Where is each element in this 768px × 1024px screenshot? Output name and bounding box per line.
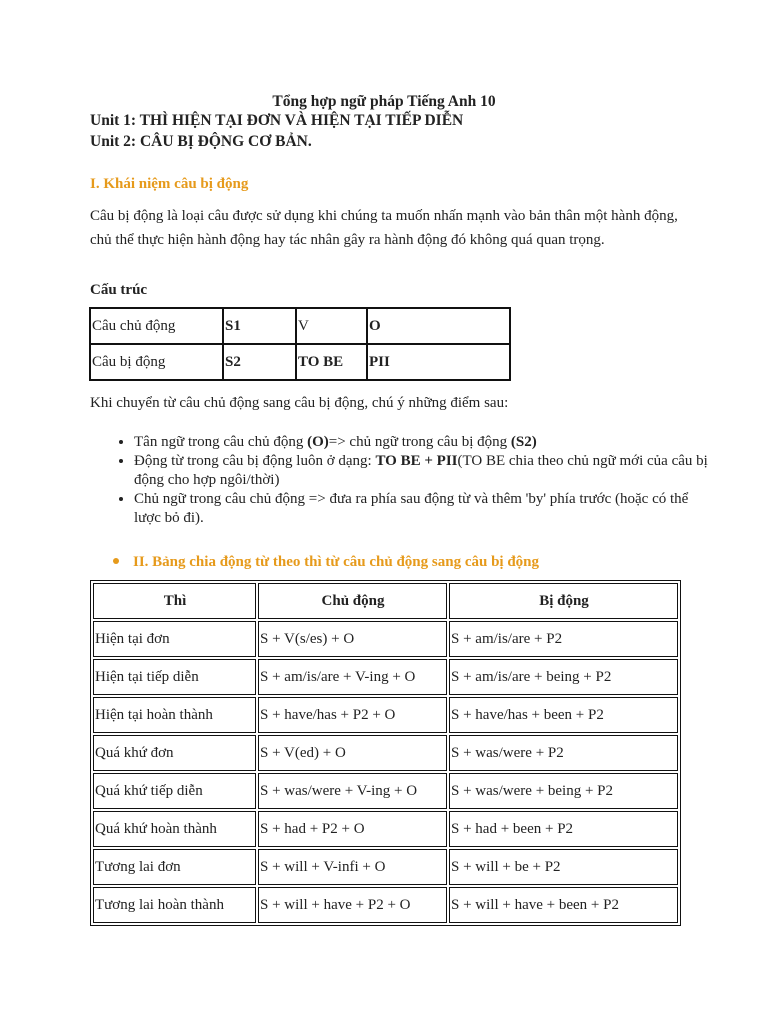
table-row <box>93 849 678 885</box>
table-cell: Câu bị động <box>90 344 223 380</box>
table-cell: Quá khứ tiếp diễn <box>93 773 256 809</box>
table-cell: S + will + be + P2 <box>449 849 678 885</box>
bullet-text: Tân ngữ trong câu chủ động <box>134 434 308 450</box>
bullet-bold: TO BE + PII <box>375 453 458 469</box>
bullet-bold: (S2) <box>510 434 537 450</box>
definition-paragraph: Câu bị động là loại câu được sử dụng khi chúng ta muốn nhấn mạnh vào bản thân một hành động, chủ thể thực hiện hành động hay tác nhân gây ra hành động đó không quá quan trọng. <box>90 208 678 248</box>
table-cell: S + have/has + been + P2 <box>449 697 678 733</box>
bullet-text: (TO BE chia theo chủ ngữ mới của câu bị động cho hợp ngôi/thời) <box>134 453 708 488</box>
bullet-text: Chủ ngữ trong câu chủ động => đưa ra phía sau động từ và thêm 'by' phía trước (hoặc có thể lược bỏ đi). <box>134 491 689 526</box>
table-cell: Hiện tại hoàn thành <box>93 697 256 733</box>
section-2-heading <box>113 554 539 571</box>
table-cell: Tương lai hoàn thành <box>93 887 256 923</box>
table-cell: S + was/were + being + P2 <box>449 773 678 809</box>
table-cell: Hiện tại đơn <box>93 621 256 657</box>
table-cell: S + had + P2 + O <box>258 811 447 847</box>
tense-conversion-table <box>90 580 681 926</box>
list-item <box>134 490 709 528</box>
structure-table <box>89 307 511 381</box>
table-row <box>90 344 510 380</box>
table-cell: S1 <box>223 308 296 344</box>
table-row <box>93 621 678 657</box>
table-cell: S + will + have + been + P2 <box>449 887 678 923</box>
table-row <box>90 308 510 344</box>
table-cell: S + am/is/are + being + P2 <box>449 659 678 695</box>
table-cell: PII <box>367 344 510 380</box>
bullet-bold: (O) <box>307 434 329 450</box>
table-cell: S + will + have + P2 + O <box>258 887 447 923</box>
table-row <box>93 811 678 847</box>
unit-2-heading: Unit 2: CÂU BỊ ĐỘNG CƠ BẢN. <box>90 133 312 150</box>
bullet-list <box>108 433 709 528</box>
table-row <box>93 697 678 733</box>
section-1-heading: I. Khái niệm câu bị động <box>90 176 249 192</box>
unit-1-heading: Unit 1: THÌ HIỆN TẠI ĐƠN VÀ HIỆN TẠI TIẾP DIỄN <box>90 112 464 129</box>
conversion-note: Khi chuyển từ câu chủ động sang câu bị động, chú ý những điểm sau: <box>90 395 509 411</box>
table-cell: Quá khứ đơn <box>93 735 256 771</box>
table-cell: S + was/were + V-ing + O <box>258 773 447 809</box>
table-cell: S + was/were + P2 <box>449 735 678 771</box>
table-row <box>93 773 678 809</box>
table-cell: Quá khứ hoàn thành <box>93 811 256 847</box>
column-header: Bị động <box>449 583 678 619</box>
bullet-text: => chủ ngữ trong câu bị động <box>328 434 511 450</box>
table-header-row <box>93 583 678 619</box>
table-cell: S2 <box>223 344 296 380</box>
table-cell: S + have/has + P2 + O <box>258 697 447 733</box>
column-header: Chủ động <box>258 583 447 619</box>
table-row <box>93 659 678 695</box>
table-cell: S + will + V-infi + O <box>258 849 447 885</box>
table-cell: Hiện tại tiếp diễn <box>93 659 256 695</box>
table-cell: S + am/is/are + V-ing + O <box>258 659 447 695</box>
bullet-text: Động từ trong câu bị động luôn ở dạng: <box>134 453 376 469</box>
table-cell: S + V(ed) + O <box>258 735 447 771</box>
list-item <box>134 433 709 452</box>
document-title: Tổng hợp ngữ pháp Tiếng Anh 10 <box>272 93 496 110</box>
list-item <box>134 452 709 490</box>
table-cell: V <box>296 308 367 344</box>
bullet-dot-icon <box>113 558 119 564</box>
section-2-heading-text: II. Bảng chia động từ theo thì từ câu chủ động sang câu bị động <box>133 554 540 570</box>
table-row <box>93 887 678 923</box>
table-cell: O <box>367 308 510 344</box>
table-cell: TO BE <box>296 344 367 380</box>
table-cell: Tương lai đơn <box>93 849 256 885</box>
table-row <box>93 735 678 771</box>
column-header: Thì <box>93 583 256 619</box>
table-cell: S + V(s/es) + O <box>258 621 447 657</box>
table-cell: Câu chủ động <box>90 308 223 344</box>
table-cell: S + am/is/are + P2 <box>449 621 678 657</box>
table-cell: S + had + been + P2 <box>449 811 678 847</box>
structure-label: Cấu trúc <box>90 282 148 298</box>
